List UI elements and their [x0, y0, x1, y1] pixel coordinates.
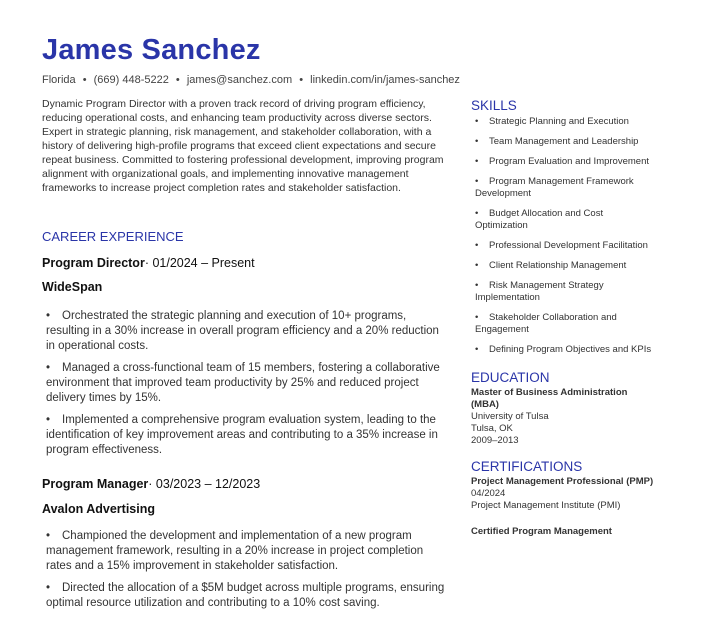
certification-entry: [471, 476, 656, 512]
bullet-dot: •: [46, 530, 51, 542]
education-entry: [471, 387, 656, 447]
list-item: • Orchestrated the strategic planning and execution of 10+ programs, resulting in a 30% increase in overall program efficiency and a 20% reduction in operational costs.: [46, 310, 439, 352]
list-item: • Professional Development Facilitation: [475, 240, 648, 251]
certification-name: Certified Program Management: [471, 526, 612, 537]
list-item: • Team Management and Leadership: [475, 136, 639, 147]
skills-list: [475, 116, 656, 356]
list-item: • Championed the development and implementation of a new program management framework, resulting in a 20% increase in project completion rates and a 15% improvement in stakeholder satisfaction.: [46, 530, 424, 572]
job-bullets: [46, 529, 446, 618]
list-item: • Stakeholder Collaboration and Engagement: [475, 312, 617, 335]
certification-entry: [471, 526, 656, 538]
job-header: [42, 477, 260, 491]
list-item: • Client Relationship Management: [475, 260, 627, 271]
location: Florida: [42, 74, 76, 86]
certification-name: Project Management Professional (PMP): [471, 476, 654, 487]
list-item: • Risk Management Strategy Implementation: [475, 280, 604, 303]
list-item: • Defining Program Objectives and KPIs: [475, 344, 652, 355]
separator: •: [175, 74, 180, 86]
list-item: • Directed the allocation of a $5M budget across multiple programs, ensuring optimal resource utilization and contributing to a 10% cost saving.: [46, 582, 445, 609]
job-header: [42, 256, 255, 270]
career-section-title: CAREER EXPERIENCE: [42, 229, 184, 244]
certification-issuer: Project Management Institute (PMI): [471, 500, 621, 511]
job-dates: · 03/2023 – 12/2023: [148, 477, 261, 491]
linkedin-link[interactable]: linkedin.com/in/james-sanchez: [310, 74, 460, 86]
job-role: Program Director: [42, 256, 145, 270]
bullet-dot: •: [46, 362, 51, 374]
separator: •: [299, 74, 304, 86]
list-item: • Managed a cross-functional team of 15 members, fostering a collaborative environment that improved team productivity by 25% and reduced project delivery times by 15%.: [46, 362, 440, 404]
phone: (669) 448-5222: [93, 74, 169, 86]
list-item: • Budget Allocation and Cost Optimization: [475, 208, 604, 231]
bullet-dot: •: [46, 310, 51, 322]
email-link[interactable]: james@sanchez.com: [186, 74, 293, 86]
education-section-title: EDUCATION: [471, 370, 550, 385]
education-dates: 2009–2013: [471, 435, 519, 446]
list-item: • Strategic Planning and Execution: [475, 116, 629, 127]
list-item: • Program Evaluation and Improvement: [475, 156, 649, 167]
certification-date: 04/2024: [471, 488, 506, 499]
contact-line: [42, 74, 460, 86]
list-item: • Implemented a comprehensive program evaluation system, leading to the identification of key improvement areas and contributing to a 35% increase in program effectiveness.: [46, 414, 438, 456]
job-bullets: [46, 309, 446, 465]
list-item: • Program Management Framework Development: [475, 176, 634, 199]
separator: •: [82, 74, 87, 86]
degree: Master of Business Administration (MBA): [471, 387, 628, 410]
job-company: Avalon Advertising: [42, 502, 155, 516]
skills-section-title: SKILLS: [471, 98, 517, 113]
school-location: Tulsa, OK: [471, 423, 513, 434]
certifications-section-title: CERTIFICATIONS: [471, 459, 583, 474]
bullet-dot: •: [46, 414, 51, 426]
job-dates: · 01/2024 – Present: [144, 256, 255, 270]
job-role: Program Manager: [42, 477, 149, 491]
job-company: WideSpan: [42, 280, 103, 294]
right-column: [471, 98, 656, 538]
candidate-name: James Sanchez: [42, 34, 261, 66]
school: University of Tulsa: [471, 411, 549, 422]
professional-summary: Dynamic Program Director with a proven track record of driving program efficiency, reducing operational costs, and enhancing team productivity across diverse sectors. Expert in strategic planning, risk management, and stakeholder collaboration, with a history of delivering high-profile programs that exceed client expectations and secure repeat business. Committed to fostering professional development, improving program alignment with organizational goals, and implementing innovative management frameworks to increase project completion rates and stakeholder satisfaction.: [42, 98, 444, 194]
bullet-dot: •: [46, 582, 51, 594]
